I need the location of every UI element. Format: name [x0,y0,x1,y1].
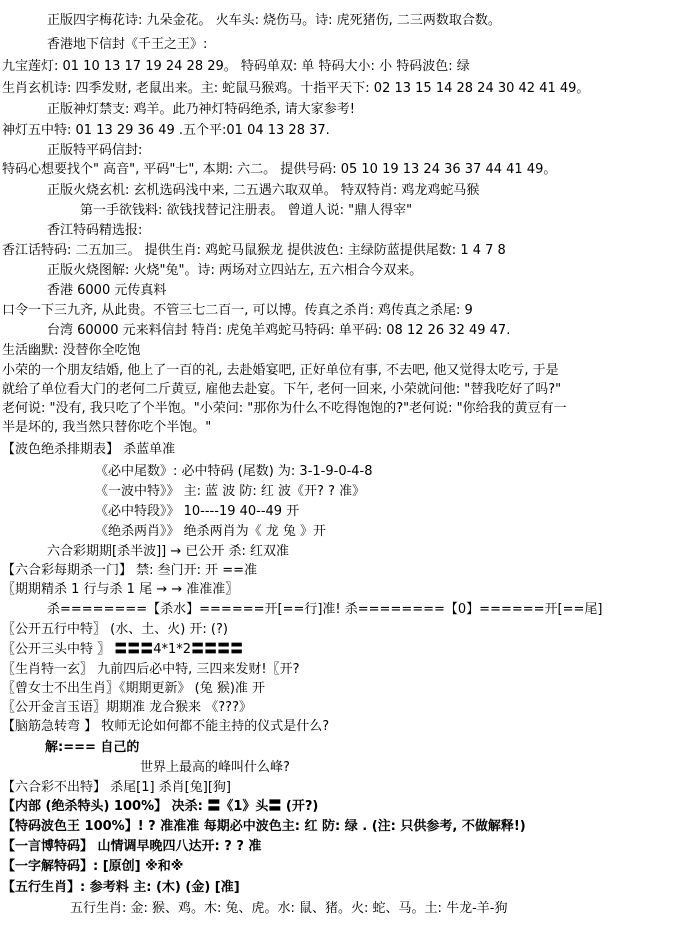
text-line: 香港 6000 元传真料 [47,283,167,298]
text-line: 正版火烧图解: 火烧"兔"。诗: 两场对立四站左, 五六相合今双来。 [47,263,423,278]
text-line: 正版特平码信封: [47,143,143,158]
text-line: 【一字解特码】: [原创] ※和※ [2,859,184,874]
text-line: 特码心想要找个" 高音", 平码"七", 本期: 六二。 提供号码: 05 10 19 13 24 36 37 44 41 49。 [2,162,557,177]
text-line: 〖公开五行中特〗 (水、土、火) 开: (?) [2,622,228,637]
text-line: 神灯五中特: 01 13 29 36 49 .五个平:01 04 13 28 37. [2,123,330,138]
text-line: 《绝杀两肖》》 绝杀两肖为《 龙 兔 》开 [95,524,327,539]
text-line: 老何说: "没有, 我只吃了个半饱。"小荣问: "那你为什么不吃得饱饱的?"老何说: "你给我的黄豆有一 [2,401,567,416]
text-line: 六合彩期期[杀半波]] → 已公开 杀: 红双准 [47,544,290,559]
text-line: 香港地下信封《千王之王》: [47,37,208,52]
text-line: 第一手欲钱料: 欲钱找替记注册表。 曾道人说: "鼎人得宰" [80,203,413,218]
text-line: 《必中尾数》: 必中特码 (尾数) 为: 3-1-9-0-4-8 [95,464,373,479]
text-line: 就给了单位看大门的老何二斤黄豆, 雇他去赴宴。下午, 老何一回来, 小荣就问他: "替我吃好了吗?" [2,382,562,397]
text-line: 香江特码精选报: [47,223,143,238]
text-line: 【内部 (绝杀特头) 100%】 决杀: 〓《1》头〓 (开?) [2,799,319,814]
text-line: 【六合彩每期杀一门】 禁: 叁门开: 开 ==准 [2,563,258,578]
text-line: 《一波中特》》 主: 蓝 波 防: 红 波《开? ? 准》 [95,484,366,499]
text-line: 正版神灯禁支: 鸡羊。此乃神灯特码绝杀, 请大家参考! [47,102,355,117]
text-line: 【特码波色王 100%】! ? 准准准 每期必中波色主: 红 防: 绿 . (注: 只供参考, 不做解释!) [2,819,526,834]
text-line: 解:=== 自己的 [45,740,140,755]
text-line: 小荣的一个朋友结婚, 他上了一百的礼, 去赴婚宴吧, 正好单位有事, 不去吧, 他又觉得太吃亏, 于是 [2,363,559,378]
text-line: 正版四字梅花诗: 九朵金花。 火车头: 烧伤马。诗: 虎死猪伤, 二三两数取合数。 [47,13,501,28]
text-line: 〖公开金言玉语〗期期准 龙合猴来 《???》 [2,700,252,715]
text-line: 正版火烧玄机: 玄机选码浅中来, 二五遇六取双单。 特双特肖: 鸡龙鸡蛇马猴 [47,183,480,198]
text-line: 半是坏的, 我当然只替你吃个半饱。" [2,420,212,435]
text-line: 生活幽默: 没替你全吃饱 [2,343,141,358]
text-line: 香江话特码: 二五加三。 提供生肖: 鸡蛇马鼠猴龙 提供波色: 主绿防蓝提供尾数: 1 4 7 8 [2,243,506,258]
text-line: 台湾 60000 元来料信封 特肖: 虎兔羊鸡蛇马特码: 单平码: 08 12 26 32 49 47. [47,323,511,338]
text-line: 九宝莲灯: 01 10 13 17 19 24 28 29。 特码单双: 单 特码大小: 小 特码波色: 绿 [2,59,470,74]
text-line: 【波色绝杀排期表】 杀蓝单准 [2,442,176,457]
text-line: 生肖玄机诗: 四季发财, 老鼠出来。主: 蛇鼠马猴鸡。十指平天下: 02 13 15 14 28 24 30 42 41 49。 [2,81,590,96]
text-line: 〖公开三头中特 〗 〓〓〓4*1*2〓〓〓〓 [2,642,244,657]
text-line: 《必中特段》》 10----19 40--49 开 [95,504,300,519]
text-line: 【六合彩不出特】 杀尾[1] 杀肖[兔][狗] [2,780,231,795]
text-line: 〖曾女士不出生肖〗《期期更新》 (兔 猴)准 开 [2,681,266,696]
text-line: 【一言博特码】 山情调早晚四八达开: ? ? 准 [2,839,262,854]
text-line: 【脑筋急转弯 】 牧师无论如何都不能主持的仪式是什么? [2,719,330,734]
text-line: 【五行生肖】: 参考料 主: (木) (金) [准] [2,880,240,895]
text-line: 五行生肖: 金: 猴、鸡。木: 兔、虎。水: 鼠、猪。火: 蛇、马。土: 牛龙-羊-狗 [70,901,508,916]
text-line: 〖生肖特一玄〗 九前四后必中特, 三四来发财!〖开? [2,662,300,677]
text-line: 〖期期精杀 1 行与杀 1 尾 → → 准准准〗 [2,582,239,597]
text-line: 口令一下三九齐, 从此贵。不管三七二百一, 可以博。传真之杀肖: 鸡传真之杀尾: 9 [2,303,473,318]
text-line: 世界上最高的峰叫什么峰? [140,760,290,775]
text-line: 杀========【杀水】======开[==行]准! 杀========【0】======开[==尾] [47,602,603,617]
